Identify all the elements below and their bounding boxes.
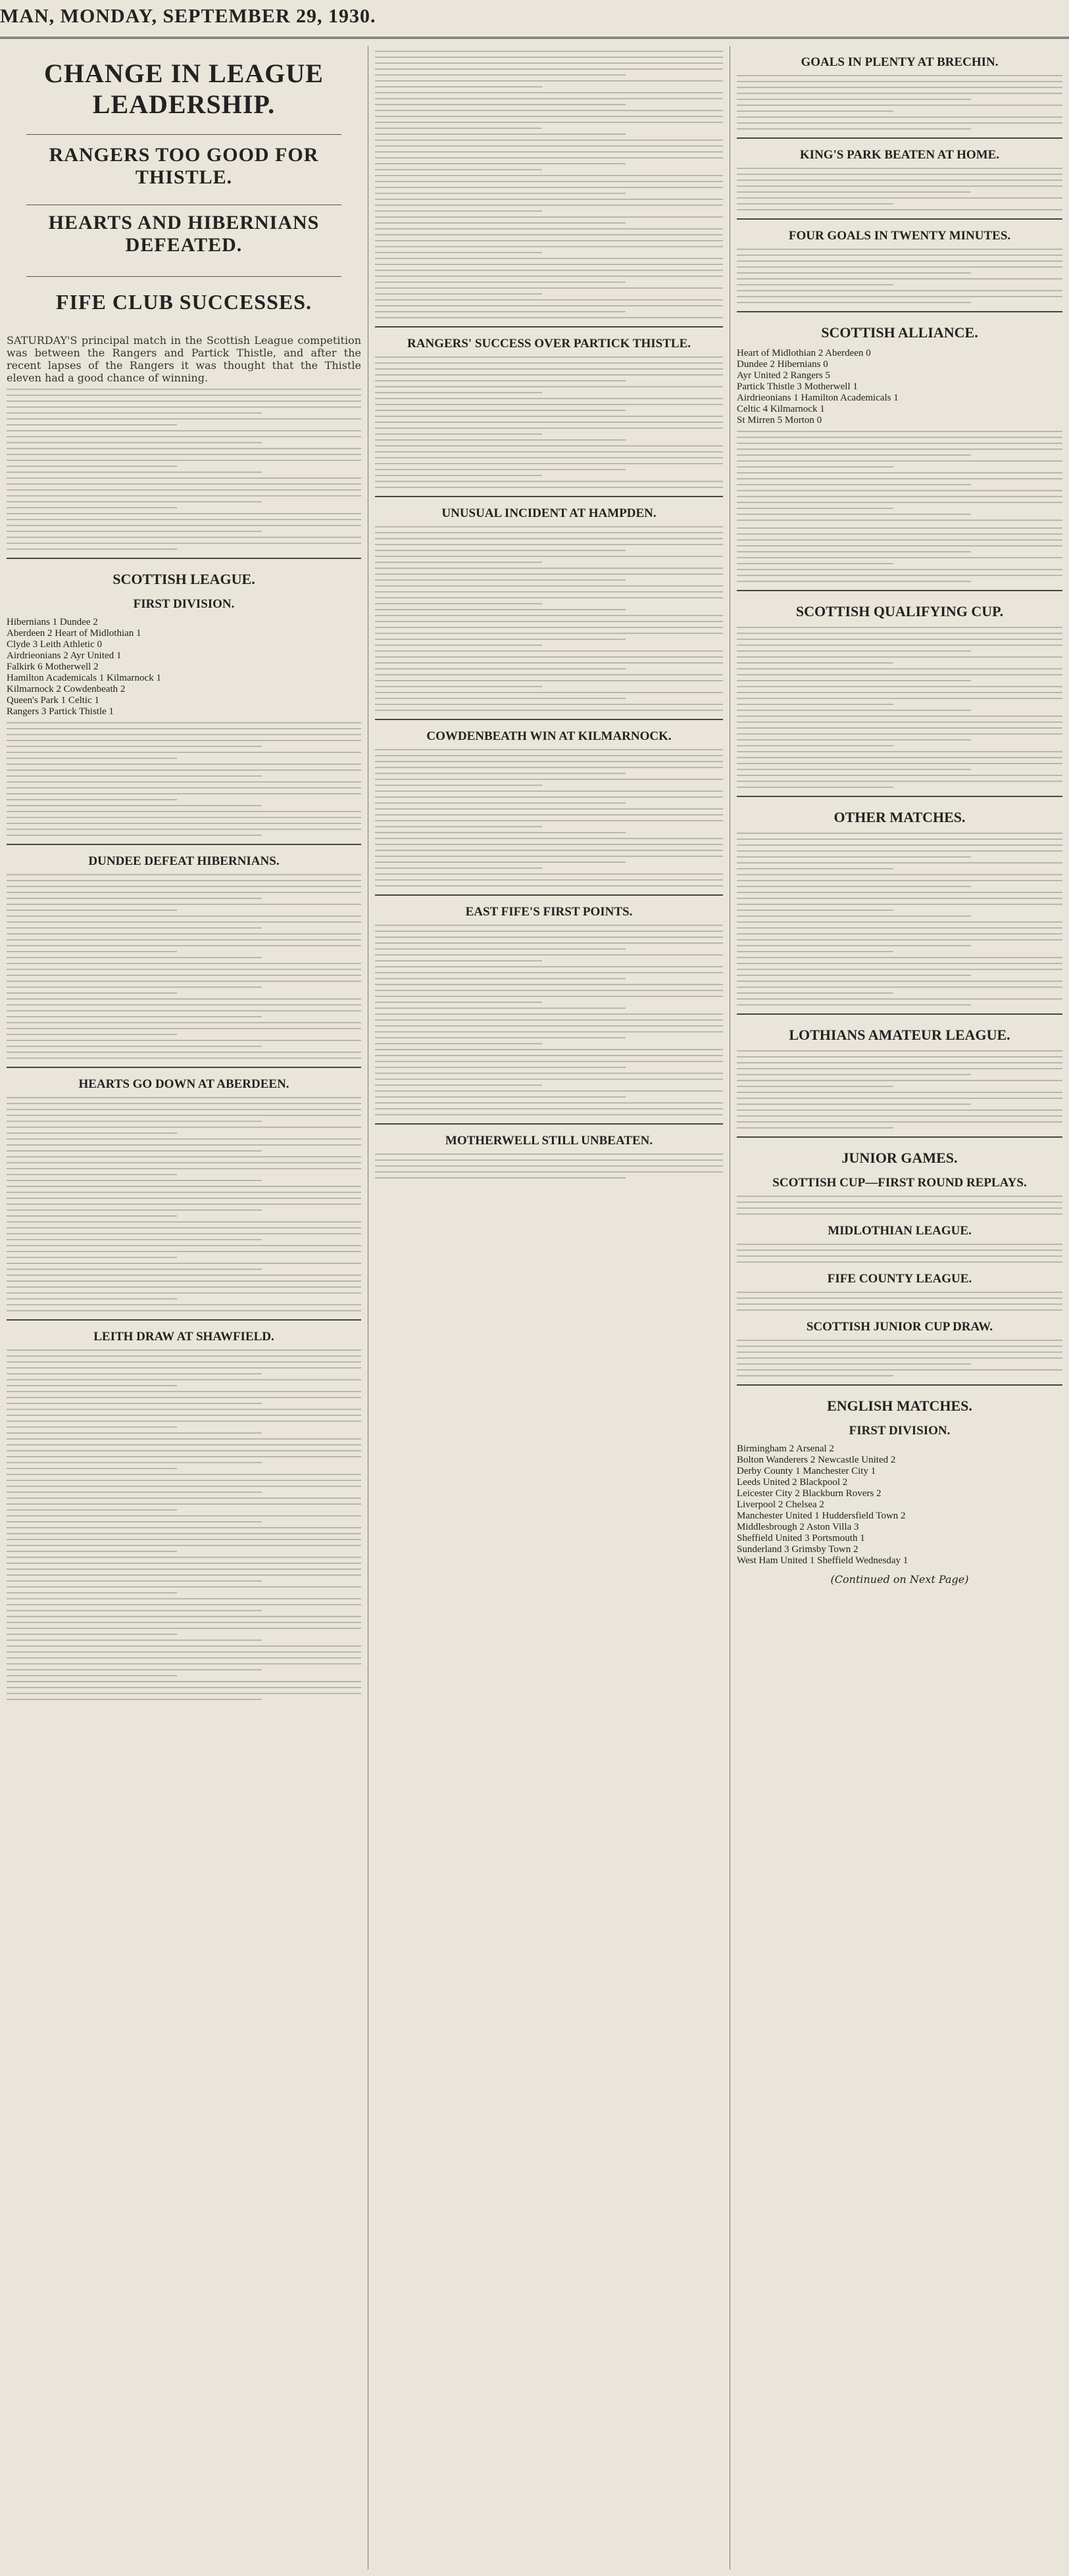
section-head-lothians: LOTHIANS AMATEUR LEAGUE. (789, 1027, 1010, 1043)
result-line: Bolton Wanderers 2 Newcastle United 2 (737, 1455, 896, 1465)
divider (737, 1384, 1062, 1386)
divider (26, 134, 341, 135)
section-head-hearts: HEARTS GO DOWN AT ABERDEEN. (78, 1077, 289, 1091)
result-line: Liverpool 2 Chelsea 2 (737, 1499, 824, 1510)
body-text (737, 1292, 1062, 1311)
result-line: Celtic 4 Kilmarnock 1 (737, 404, 825, 414)
body-text (737, 833, 1062, 1006)
body-text (737, 527, 1062, 582)
body-text (737, 249, 1062, 303)
section-head-midlothian: MIDLOTHIAN LEAGUE. (828, 1224, 972, 1238)
result-line: Sunderland 3 Grimsby Town 2 (737, 1544, 858, 1555)
divider (375, 894, 723, 896)
divider (737, 218, 1062, 220)
column-3 (730, 46, 1069, 2569)
section-head-first-division: FIRST DIVISION. (133, 597, 235, 611)
divider (7, 1067, 361, 1068)
column-2 (368, 46, 730, 2569)
body-text (737, 1050, 1062, 1129)
section-head-alliance: SCOTTISH ALLIANCE. (821, 324, 978, 341)
section-head-four-goals: FOUR GOALS IN TWENTY MINUTES. (788, 229, 1011, 243)
body-text (7, 1097, 361, 1311)
subheadline-fife: FIFE CLUB SUCCESSES. (56, 290, 312, 314)
result-line: Middlesbrough 2 Aston Villa 3 (737, 1522, 859, 1532)
section-head-junior-cup: SCOTTISH CUP—FIRST ROUND REPLAYS. (772, 1176, 1027, 1190)
body-text (375, 925, 723, 1115)
result-line: St Mirren 5 Morton 0 (737, 415, 822, 425)
result-line: Hibernians 1 Dundee 2 (7, 617, 98, 627)
divider (7, 558, 361, 559)
masthead-date: MAN, MONDAY, SEPTEMBER 29, 1930. (0, 5, 376, 27)
result-line: Manchester United 1 Huddersfield Town 2 (737, 1511, 906, 1521)
body-text (737, 168, 1062, 210)
section-head-leith: LEITH DRAW AT SHAWFIELD. (93, 1330, 274, 1344)
result-line: Ayr United 2 Rangers 5 (737, 370, 830, 381)
divider (737, 1013, 1062, 1015)
section-head-motherwell: MOTHERWELL STILL UNBEATEN. (445, 1134, 653, 1148)
section-head-other-matches: OTHER MATCHES. (833, 809, 966, 825)
result-line: Birmingham 2 Arsenal 2 (737, 1444, 834, 1454)
divider (7, 844, 361, 845)
result-line: Aberdeen 2 Heart of Midlothian 1 (7, 628, 141, 639)
main-headline: CHANGE IN LEAGUE LEADERSHIP. (44, 59, 324, 119)
section-head-qualifying: SCOTTISH QUALIFYING CUP. (795, 603, 1004, 620)
body-text (7, 1349, 361, 1700)
result-line: Partick Thistle 3 Motherwell 1 (737, 381, 858, 392)
section-head-cowdenbeath: COWDENBEATH WIN AT KILMARNOCK. (426, 729, 672, 743)
result-line: Hamilton Academicals 1 Kilmarnock 1 (7, 673, 161, 683)
result-line: Queen's Park 1 Celtic 1 (7, 695, 100, 706)
divider (737, 137, 1062, 139)
result-line: Kilmarnock 2 Cowdenbeath 2 (7, 684, 126, 694)
body-text (375, 749, 723, 887)
divider (737, 796, 1062, 797)
column-1 (0, 46, 368, 2569)
divider (737, 590, 1062, 591)
section-head-fife-county: FIFE COUNTY LEAGUE. (827, 1272, 972, 1286)
body-text (737, 627, 1062, 788)
section-head-junior-draw: SCOTTISH JUNIOR CUP DRAW. (806, 1320, 993, 1334)
result-line: Heart of Midlothian 2 Aberdeen 0 (737, 348, 871, 358)
result-line: Airdrieonians 1 Hamilton Academicals 1 (737, 393, 899, 403)
divider (375, 719, 723, 720)
result-line: Dundee 2 Hibernians 0 (737, 359, 828, 370)
masthead (0, 0, 1069, 39)
result-line: Leicester City 2 Blackburn Rovers 2 (737, 1488, 882, 1499)
divider (737, 1136, 1062, 1138)
result-line: Rangers 3 Partick Thistle 1 (7, 706, 114, 717)
section-head-english-first: FIRST DIVISION. (849, 1424, 951, 1438)
result-line: Derby County 1 Manchester City 1 (737, 1466, 876, 1476)
result-line: Leeds United 2 Blackpool 2 (737, 1477, 848, 1488)
section-head-junior: JUNIOR GAMES. (841, 1150, 958, 1166)
result-line: Falkirk 6 Motherwell 2 (7, 662, 99, 672)
body-text (737, 1340, 1062, 1376)
body-text (375, 51, 723, 318)
body-text (7, 874, 361, 1059)
result-line: West Ham United 1 Sheffield Wednesday 1 (737, 1555, 908, 1566)
result-line: Clyde 3 Leith Athletic 0 (7, 639, 102, 650)
divider (375, 496, 723, 497)
section-head-east-fife: EAST FIFE'S FIRST POINTS. (465, 905, 633, 919)
divider (26, 276, 341, 277)
body-text (375, 1154, 723, 1179)
section-head-dundee: DUNDEE DEFEAT HIBERNIANS. (88, 854, 280, 868)
continued-note: (Continued on Next Page) (830, 1573, 969, 1586)
subheadline-rangers: RANGERS TOO GOOD FOR THISTLE. (49, 144, 319, 188)
body-text (737, 1196, 1062, 1215)
body-text (7, 389, 361, 550)
divider (375, 1123, 723, 1125)
divider (7, 1319, 361, 1321)
divider (737, 311, 1062, 312)
section-head-partick: RANGERS' SUCCESS OVER PARTICK THISTLE. (407, 337, 691, 351)
result-line: Sheffield United 3 Portsmouth 1 (737, 1533, 865, 1543)
section-head-scottish-league: SCOTTISH LEAGUE. (112, 571, 255, 587)
section-head-kings-park: KING'S PARK BEATEN AT HOME. (799, 148, 1000, 162)
league-table (7, 722, 361, 836)
section-head-hampden: UNUSUAL INCIDENT AT HAMPDEN. (441, 506, 657, 520)
section-head-english: ENGLISH MATCHES. (827, 1397, 972, 1414)
body-text (737, 75, 1062, 130)
body-text (375, 526, 723, 711)
section-head-brechin: GOALS IN PLENTY AT BRECHIN. (801, 55, 999, 69)
divider (375, 326, 723, 328)
body-text (737, 1244, 1062, 1263)
subheadline-hearts: HEARTS AND HIBERNIANS DEFEATED. (48, 212, 320, 256)
alliance-table (737, 431, 1062, 521)
result-line: Airdrieonians 2 Ayr United 1 (7, 650, 122, 661)
lead-paragraph: SATURDAY'S principal match in the Scottish League competition was between the Rangers and Partick Thistle, and after the recent lapses of the Rangers it was thought that the Thistle eleven had a good chance of winning. (7, 334, 361, 384)
body-text (375, 356, 723, 488)
